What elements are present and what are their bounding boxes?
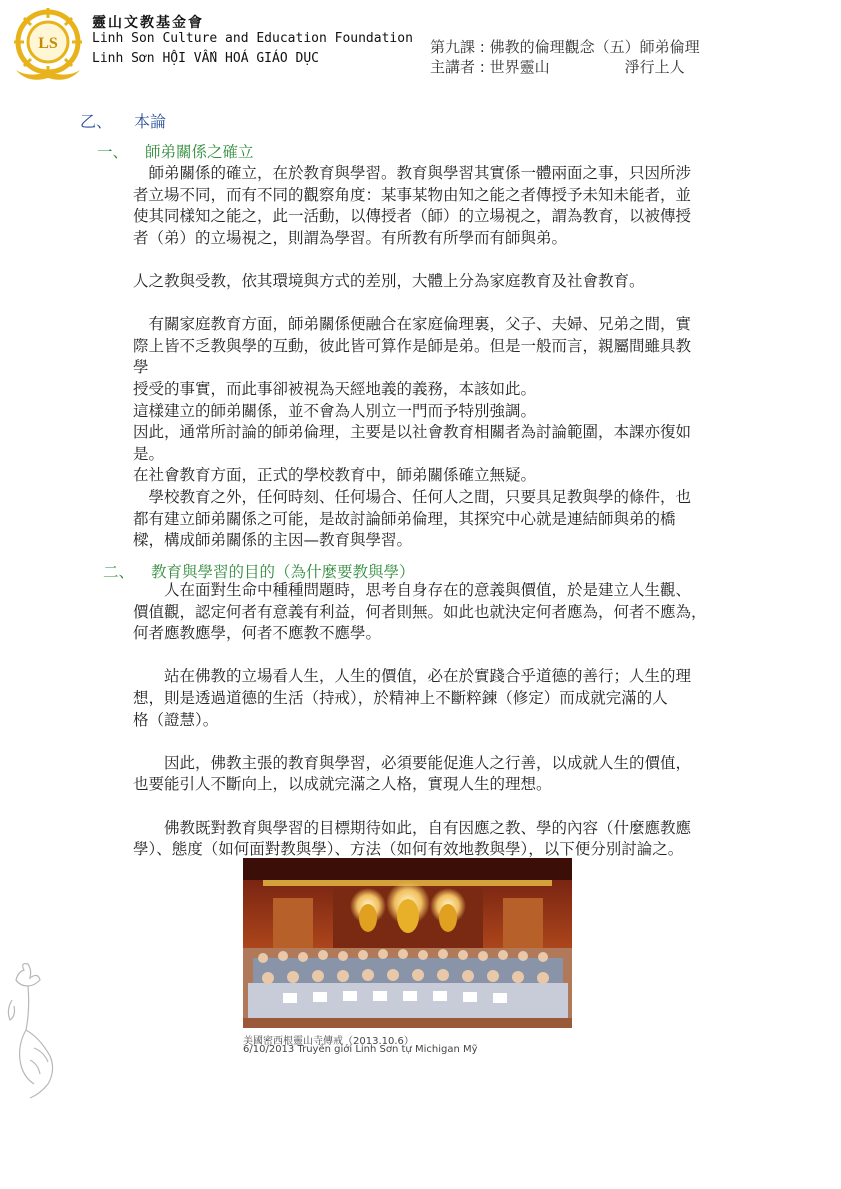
section-2-line: 學）、態度（如何面對教與學）、方法（如何有效地教與學），以下便分別討論之。 [133,840,684,859]
main-heading [80,109,166,132]
section-1-line [133,249,745,271]
section-2-line: 佛教既對教育與學習的目標期待如此，自有因應之教、學的內容（什麼應教應 [133,818,692,837]
section-1-line: 際上皆不乏教與學的互動，彼此皆可算作是師是弟。但是一般而言，親屬間雖具教 [133,336,692,355]
section-1-line: 學校教育之外，任何時刻、任何場合、任何人之間，只要具足教與學的條件，也 [133,487,692,506]
section-1-heading [97,140,254,162]
org-name-english: Linh Son Culture and Education Foundation [92,31,413,46]
section-1-body [133,163,745,552]
section-2-line: 何者應教應學，何者不應教不應學。 [133,624,382,643]
lesson-title: 第九課 : 佛教的倫理觀念（五）師弟倫理 [430,38,700,56]
section-1-line: 使其同樣知之能之，此一活動，以傳授者（師）的立場視之，謂為教育，以被傳授 [133,207,692,226]
section-1-line: 在社會教育方面，正式的學校教育中，師弟關係確立無疑。 [133,466,537,485]
section-1-line: 授受的事實，而此事卻被視為天經地義的義務，本該如此。 [133,379,537,398]
section-1-number: 一、 [97,143,129,161]
section-1-line [133,293,745,315]
foundation-logo [8,4,88,84]
section-2-line: 也要能引人不斷向上，以成就完滿之人格，實現人生的理想。 [133,775,552,794]
section-1-title: 師弟關係之確立 [145,143,254,161]
section-1-line: 有關家庭教育方面，師弟關係便融合在家庭倫理裏，父子、夫婦、兄弟之間，實 [133,315,692,334]
section-2-number: 二、 [103,563,135,581]
photo-caption-chinese: 美國密西根靈山寺傳戒（2013.10.6） [243,1036,414,1047]
section-1-line: 這樣建立的師弟關係，並不會為人別立一門而予特別強調。 [133,401,537,420]
org-name-vietnamese: Linh Sơn HỘI VẤN HOÁ GIÁO DỤC [92,51,319,66]
lotus-hand-drawing [0,960,70,1100]
section-2-line: 站在佛教的立場看人生，人生的價值，必在於實踐合乎道德的善行；人生的理 [133,667,692,686]
section-2-line [133,645,745,667]
section-1-line: 是。 [133,444,165,463]
photo-caption-vietnamese: 6/10/2013 Truyền giới Linh Sơn tự Michigan Mỹ [243,1044,478,1055]
section-2-line: 人在面對生命中種種問題時，思考自身存在的意義與價值，於是建立人生觀、 [133,581,692,599]
org-name-chinese: 靈山文教基金會 [92,15,204,31]
section-1-line: 學 [133,358,149,377]
section-2-body [133,580,745,861]
section-1-line: 者（弟）的立場視之，則謂為學習。有所教有所學而有師與弟。 [133,228,568,247]
section-2-line: 格（證慧）。 [133,710,219,729]
section-2-heading [103,560,415,582]
section-2-line [133,731,745,753]
section-2-line: 因此，佛教主張的教育與學習，必須要能促進人之行善，以成就人生的價值， [133,753,692,772]
section-2-line: 價值觀，認定何者有意義有利益，何者則無。如此也就決定何者應為，何者不應為， [133,602,707,621]
section-2-line [133,796,745,818]
section-1-line: 者立場不同，而有不同的觀察角度：某事某物由知之能之者傳授予未知未能者，並 [133,185,692,204]
main-heading-number: 乙、 [80,112,113,131]
lecturer-line: 主講者 : 世界靈山 淨行上人 [430,58,685,76]
section-1-line: 因此，通常所討論的師弟倫理，主要是以社會教育相關者為討論範圍，本課亦復如 [133,423,692,442]
section-1-line: 人之教與受教，依其環境與方式的差別，大體上分為家庭教育及社會教育。 [133,271,645,290]
logo-text: LS [38,35,58,52]
section-1-line: 都有建立師弟關係之可能，是故討論師弟倫理，其探究中心就是連結師與弟的橋 [133,509,676,528]
section-1-line: 師弟關係的確立，在於教育與學習。教育與學習其實係一體兩面之事，只因所涉 [133,164,692,182]
section-2-title: 教育與學習的目的（為什麼要教與學） [151,563,415,581]
main-heading-title: 本論 [134,112,167,131]
section-1-line: 樑，構成師弟關係的主因—教育與學習。 [133,531,413,550]
temple-group-photo [243,858,572,1028]
section-2-line: 想，則是透過道德的生活（持戒），於精神上不斷粹鍊（修定）而成就完滿的人 [133,688,668,707]
